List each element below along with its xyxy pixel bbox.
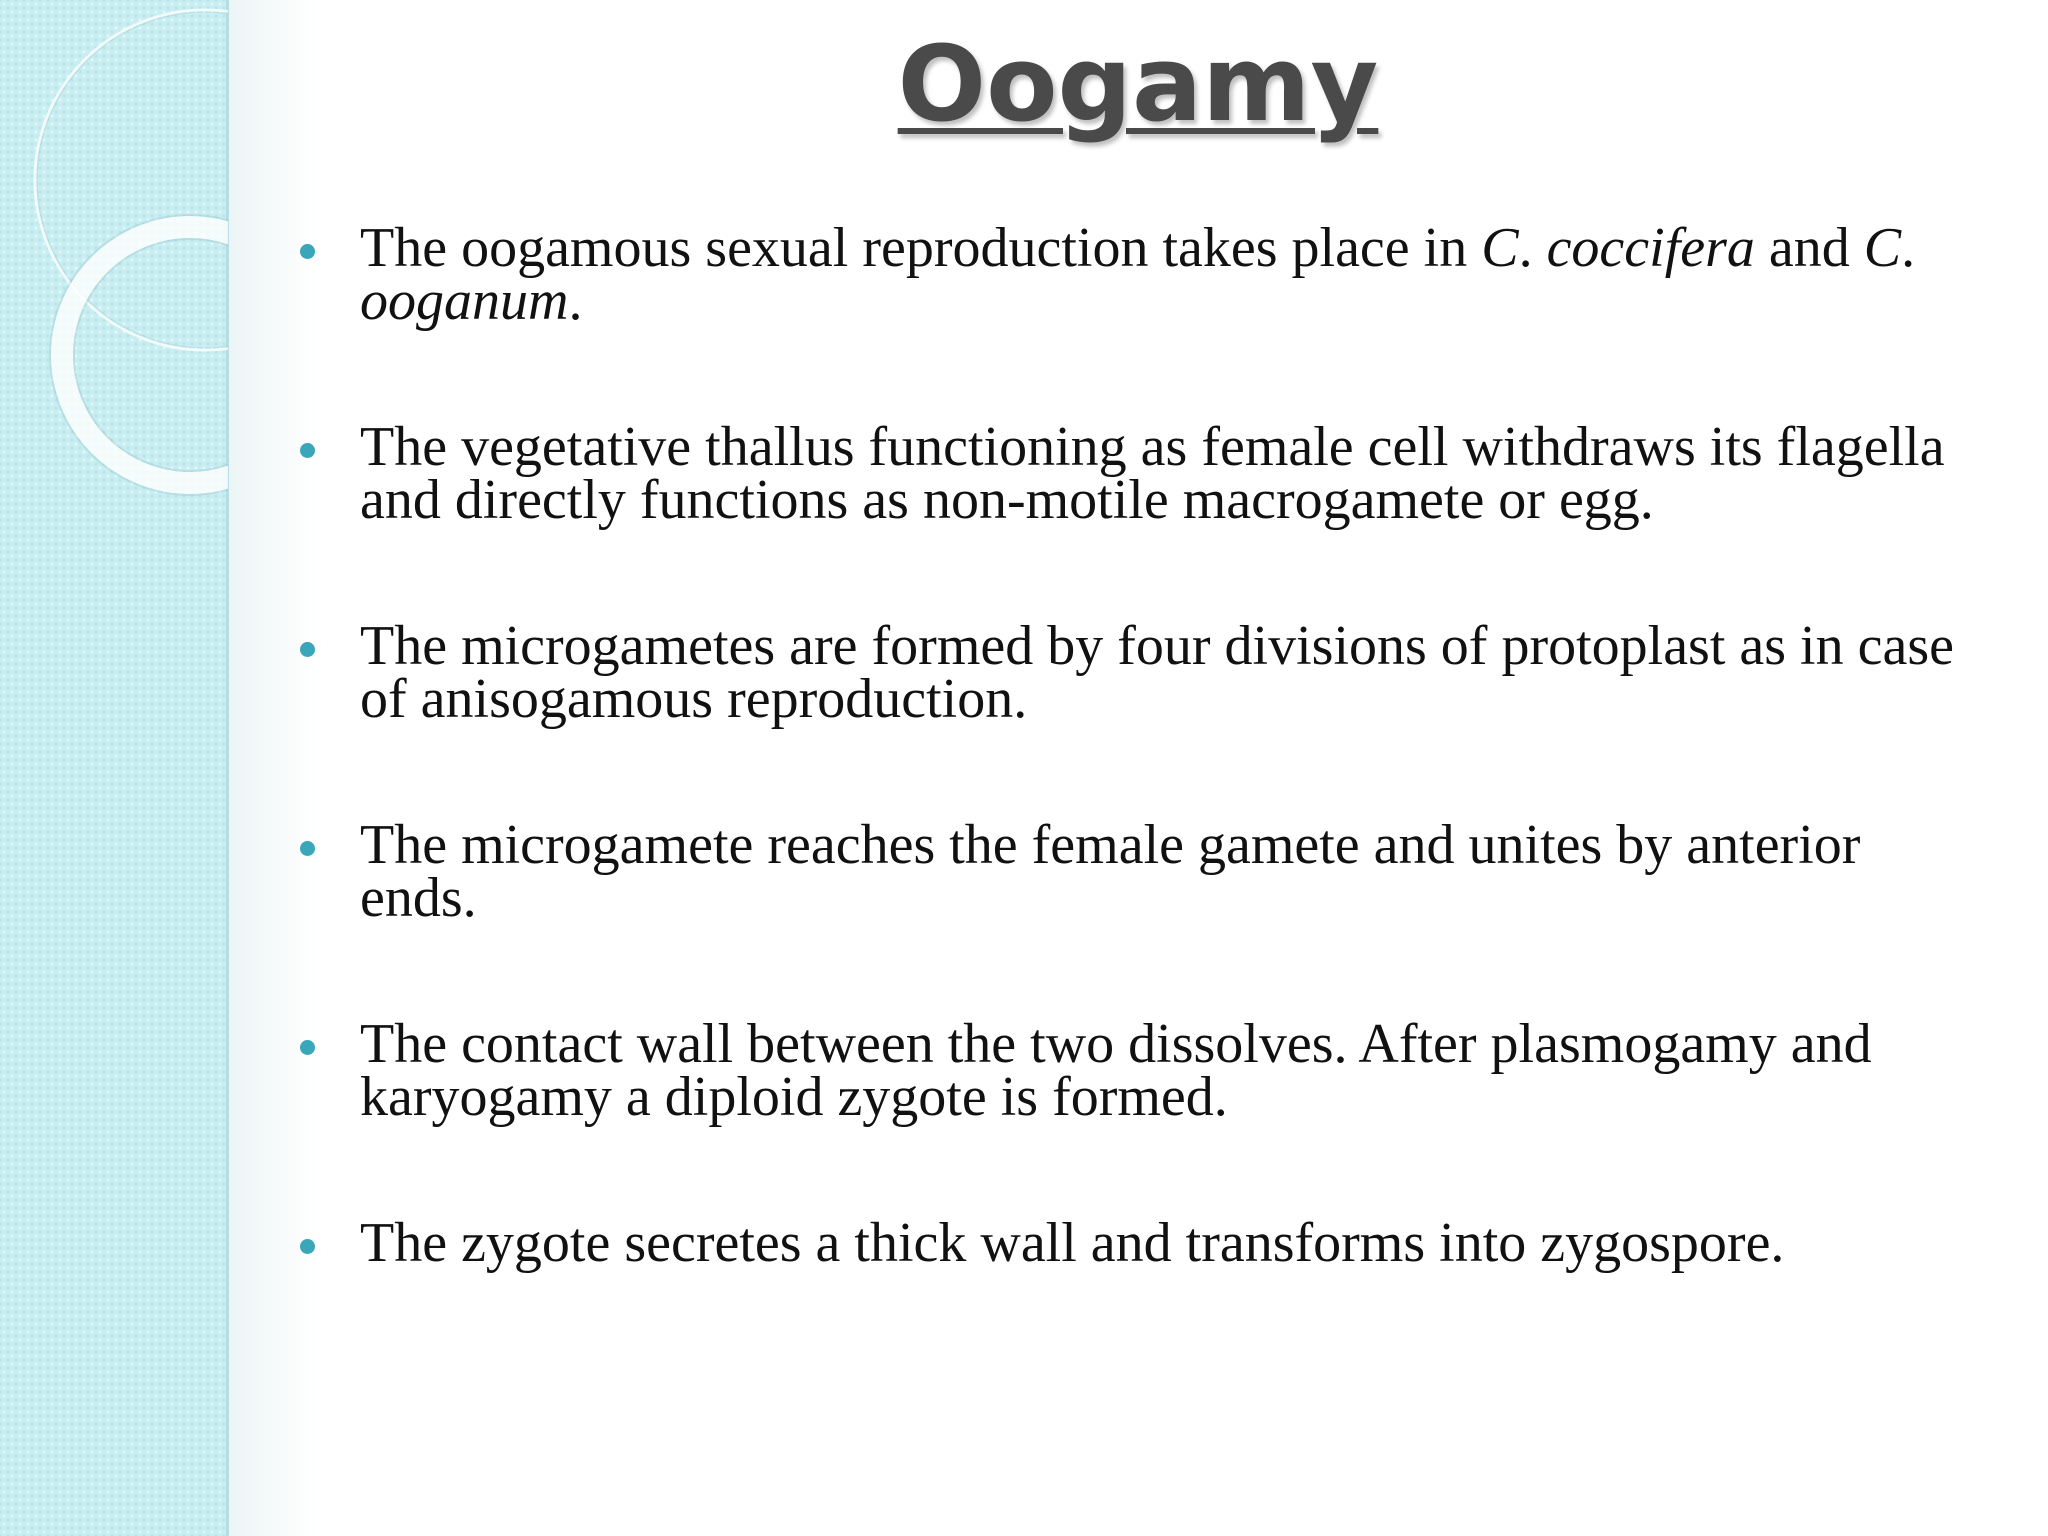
bullet-dot-icon [300,1239,315,1254]
bullet-text [360,615,1954,730]
bullet-text [360,1013,1872,1128]
bullet-dot-icon [300,642,315,657]
bullet-item [300,1212,1960,1323]
bullet-dot-icon [300,841,315,856]
text-segment: The contact wall between the two dissolves. After plasmogamy and karyogamy a diploid zygote is formed. [360,1013,1872,1128]
bullet-item [300,615,1960,730]
italic-text: C [1481,217,1519,279]
text-segment: . [1901,217,1916,279]
text-segment: The microgamete reaches the female gamete and unites by anterior ends. [360,814,1861,929]
bullet-text [360,416,1945,531]
text-segment: . [568,270,583,332]
text-segment: The zygote secretes a thick wall and transforms into zygospore. [360,1212,1785,1274]
italic-text: C [1863,217,1902,279]
bullet-text [360,217,1915,332]
italic-text: coccifera [1546,217,1755,279]
bullet-dot-icon [300,443,315,458]
text-segment: . [1518,217,1547,279]
bullet-text [360,814,1860,929]
bullet-list [300,217,1960,1323]
bullet-item [300,217,1960,332]
bullet-dot-icon [300,244,315,259]
bullet-text [360,1212,1784,1274]
text-segment: The vegetative thallus functioning as female cell withdraws its flagella and directly functions as non-motile macrogamete or egg. [360,416,1945,531]
slide-title: Oogamy [897,23,1379,145]
decorative-rings-icon [0,0,228,520]
bullet-item [300,814,1960,929]
text-segment: The microgametes are formed by four divisions of protoplast as in case of anisogamous reproduction. [360,615,1954,730]
text-segment: The oogamous sexual reproduction takes place in [360,217,1482,279]
bullet-dot-icon [300,1040,315,1055]
text-segment: and [1754,217,1864,279]
bullet-item [300,416,1960,531]
italic-text: ooganum [360,270,569,332]
bullet-item [300,1013,1960,1128]
